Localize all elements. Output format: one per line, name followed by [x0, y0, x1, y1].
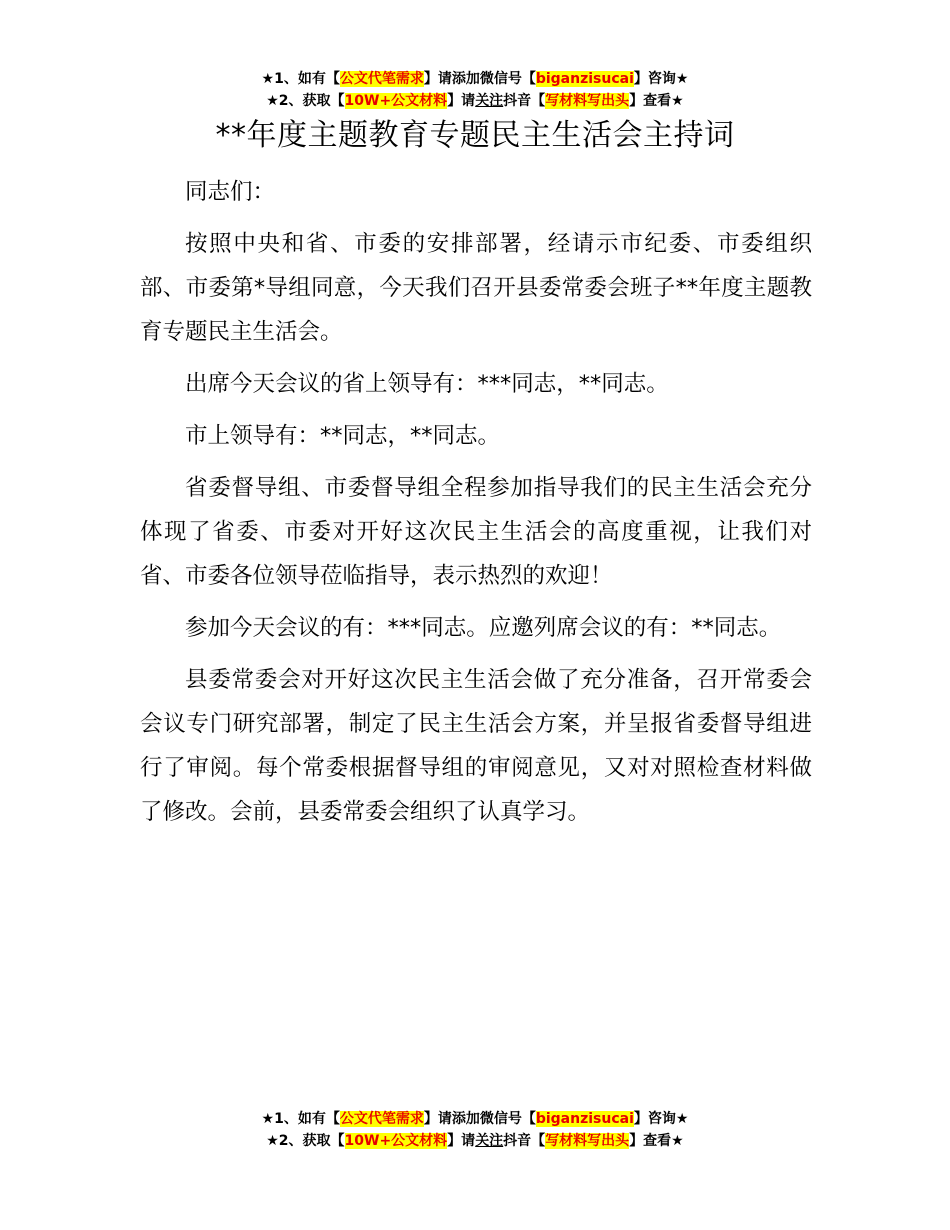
banner-emphasis: 加	[465, 71, 480, 87]
banner-emphasis: 关注	[475, 93, 504, 109]
paragraph: 出席今天会议的省上领导有：***同志，**同志。	[185, 371, 669, 397]
banner-text: 】咨询★	[633, 1111, 689, 1127]
banner-text: 】请添	[423, 1111, 466, 1127]
paragraph: 县委常委会对开好这次民主生活会做了充分准备，召开常委会会议专门研究部署，制定了民主生活会方案，并呈报省委督导组进行了审阅。每个常委根据督导组的审阅意见，又对对照检查材料做了修改。会前，县委常委会组织了认真学习。	[140, 667, 812, 825]
highlight-douyin-id: 写材料写出头	[545, 93, 630, 109]
banner-text: 抖音【	[503, 1133, 546, 1149]
footer-banner	[0, 1108, 950, 1152]
paragraph: 参加今天会议的有：***同志。应邀列席会议的有：**同志。	[185, 615, 782, 641]
banner-line-1	[0, 1108, 950, 1130]
banner-text: ★1、如有【	[261, 1111, 340, 1127]
banner-text: 微信号【	[479, 1111, 536, 1127]
banner-text: 抖音【	[503, 93, 546, 109]
highlight-materials: 10W+公文材料	[344, 1133, 448, 1149]
banner-text: ★2、获取【	[266, 93, 345, 109]
banner-text: 】咨询★	[633, 71, 689, 87]
banner-text: 微信号【	[479, 71, 536, 87]
banner-line-2	[0, 90, 950, 112]
banner-text: 】请添	[423, 71, 466, 87]
banner-text: ★2、获取【	[266, 1133, 345, 1149]
banner-line-2	[0, 1130, 950, 1152]
banner-text: 】查看★	[629, 93, 684, 109]
highlight-wechat-id: biganzisucai	[535, 71, 634, 87]
highlight-service: 公文代笔需求	[339, 1111, 424, 1127]
highlight-service: 公文代笔需求	[339, 71, 424, 87]
highlight-materials: 10W+公文材料	[344, 93, 448, 109]
banner-text: 】查看★	[629, 1133, 684, 1149]
paragraph: 省委督导组、市委督导组全程参加指导我们的民主生活会充分体现了省委、市委对开好这次民主生活会的高度重视，让我们对省、市委各位领导莅临指导，表示热烈的欢迎！	[140, 475, 812, 589]
banner-text: 】请	[447, 1133, 476, 1149]
highlight-douyin-id: 写材料写出头	[545, 1133, 630, 1149]
paragraph: 按照中央和省、市委的安排部署，经请示市纪委、市委组织部、市委第*导组同意，今天我们召开县委常委会班子**年度主题教育专题民主生活会。	[140, 231, 812, 345]
banner-text: 】请	[447, 93, 476, 109]
banner-text: ★1、如有【	[261, 71, 340, 87]
paragraph: 同志们：	[185, 179, 276, 205]
highlight-wechat-id: biganzisucai	[535, 1111, 634, 1127]
banner-line-1	[0, 68, 950, 90]
header-banner	[0, 68, 950, 112]
paragraph: 市上领导有：**同志，**同志。	[185, 423, 501, 449]
document-title: **年度主题教育专题民主生活会主持词	[215, 118, 735, 153]
document-body	[140, 170, 812, 842]
banner-emphasis: 加	[465, 1111, 480, 1127]
banner-emphasis: 关注	[475, 1133, 504, 1149]
